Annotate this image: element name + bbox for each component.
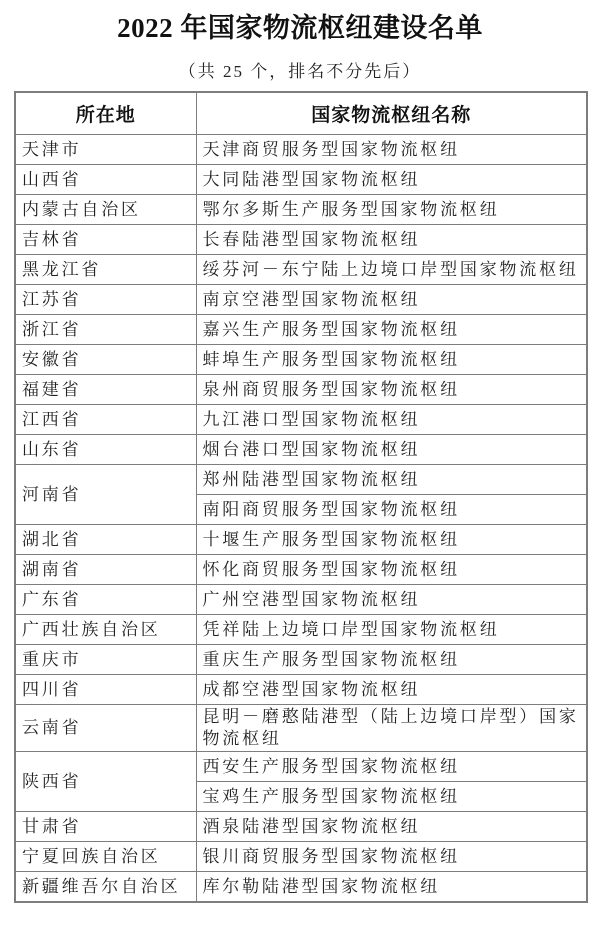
hub-cell: 重庆生产服务型国家物流枢纽 bbox=[196, 645, 587, 675]
table-row bbox=[15, 675, 587, 705]
location-cell: 广西壮族自治区 bbox=[15, 615, 196, 645]
hub-cell: 泉州商贸服务型国家物流枢纽 bbox=[196, 375, 587, 405]
location-cell: 江苏省 bbox=[15, 285, 196, 315]
location-cell: 广东省 bbox=[15, 585, 196, 615]
hub-cell: 南阳商贸服务型国家物流枢纽 bbox=[196, 495, 587, 525]
hub-cell: 怀化商贸服务型国家物流枢纽 bbox=[196, 555, 587, 585]
header-hub-name: 国家物流枢纽名称 bbox=[196, 92, 587, 135]
table-row bbox=[15, 525, 587, 555]
table-row bbox=[15, 195, 587, 225]
location-cell: 山东省 bbox=[15, 435, 196, 465]
table-row bbox=[15, 255, 587, 285]
logistics-hub-table bbox=[14, 91, 588, 903]
location-cell: 浙江省 bbox=[15, 315, 196, 345]
hub-cell: 凭祥陆上边境口岸型国家物流枢纽 bbox=[196, 615, 587, 645]
hub-cell: 郑州陆港型国家物流枢纽 bbox=[196, 465, 587, 495]
table-header bbox=[15, 92, 587, 135]
location-cell: 天津市 bbox=[15, 135, 196, 165]
table-row bbox=[15, 435, 587, 465]
table-row bbox=[15, 135, 587, 165]
table-row bbox=[15, 585, 587, 615]
hub-cell: 酒泉陆港型国家物流枢纽 bbox=[196, 812, 587, 842]
table-row bbox=[15, 315, 587, 345]
header-row bbox=[15, 92, 587, 135]
hub-cell: 烟台港口型国家物流枢纽 bbox=[196, 435, 587, 465]
table-body bbox=[15, 135, 587, 903]
location-cell: 河南省 bbox=[15, 465, 196, 525]
location-cell: 湖北省 bbox=[15, 525, 196, 555]
location-cell: 福建省 bbox=[15, 375, 196, 405]
location-cell: 重庆市 bbox=[15, 645, 196, 675]
table-row bbox=[15, 615, 587, 645]
location-cell: 安徽省 bbox=[15, 345, 196, 375]
table-row bbox=[15, 842, 587, 872]
hub-cell: 西安生产服务型国家物流枢纽 bbox=[196, 752, 587, 782]
hub-cell: 广州空港型国家物流枢纽 bbox=[196, 585, 587, 615]
hub-cell: 库尔勒陆港型国家物流枢纽 bbox=[196, 872, 587, 903]
location-cell: 云南省 bbox=[15, 705, 196, 752]
table-row bbox=[15, 752, 587, 782]
hub-cell: 九江港口型国家物流枢纽 bbox=[196, 405, 587, 435]
location-cell: 宁夏回族自治区 bbox=[15, 842, 196, 872]
table-row bbox=[15, 812, 587, 842]
hub-cell: 成都空港型国家物流枢纽 bbox=[196, 675, 587, 705]
table-row bbox=[15, 645, 587, 675]
location-cell: 吉林省 bbox=[15, 225, 196, 255]
table-row bbox=[15, 285, 587, 315]
location-cell: 新疆维吾尔自治区 bbox=[15, 872, 196, 903]
table-row bbox=[15, 165, 587, 195]
table-row bbox=[15, 375, 587, 405]
page-title: 2022 年国家物流枢纽建设名单 bbox=[117, 13, 483, 43]
table-row bbox=[15, 872, 587, 903]
hub-cell: 银川商贸服务型国家物流枢纽 bbox=[196, 842, 587, 872]
hub-cell: 天津商贸服务型国家物流枢纽 bbox=[196, 135, 587, 165]
page-subtitle: （共 25 个，排名不分先后） bbox=[178, 62, 422, 81]
table-row bbox=[15, 405, 587, 435]
hub-cell: 长春陆港型国家物流枢纽 bbox=[196, 225, 587, 255]
table-row bbox=[15, 345, 587, 375]
hub-cell: 大同陆港型国家物流枢纽 bbox=[196, 165, 587, 195]
hub-cell: 昆明－磨憨陆港型（陆上边境口岸型）国家物流枢纽 bbox=[196, 705, 587, 752]
table-row bbox=[15, 555, 587, 585]
location-cell: 黑龙江省 bbox=[15, 255, 196, 285]
location-cell: 湖南省 bbox=[15, 555, 196, 585]
location-cell: 内蒙古自治区 bbox=[15, 195, 196, 225]
location-cell: 陕西省 bbox=[15, 752, 196, 812]
table-row bbox=[15, 465, 587, 495]
hub-cell: 鄂尔多斯生产服务型国家物流枢纽 bbox=[196, 195, 587, 225]
header-location: 所在地 bbox=[15, 92, 196, 135]
hub-cell: 绥芬河－东宁陆上边境口岸型国家物流枢纽 bbox=[196, 255, 587, 285]
hub-cell: 十堰生产服务型国家物流枢纽 bbox=[196, 525, 587, 555]
hub-cell: 嘉兴生产服务型国家物流枢纽 bbox=[196, 315, 587, 345]
location-cell: 甘肃省 bbox=[15, 812, 196, 842]
hub-cell: 宝鸡生产服务型国家物流枢纽 bbox=[196, 782, 587, 812]
location-cell: 山西省 bbox=[15, 165, 196, 195]
location-cell: 四川省 bbox=[15, 675, 196, 705]
table-row bbox=[15, 225, 587, 255]
hub-cell: 南京空港型国家物流枢纽 bbox=[196, 285, 587, 315]
location-cell: 江西省 bbox=[15, 405, 196, 435]
hub-cell: 蚌埠生产服务型国家物流枢纽 bbox=[196, 345, 587, 375]
table-row bbox=[15, 705, 587, 752]
